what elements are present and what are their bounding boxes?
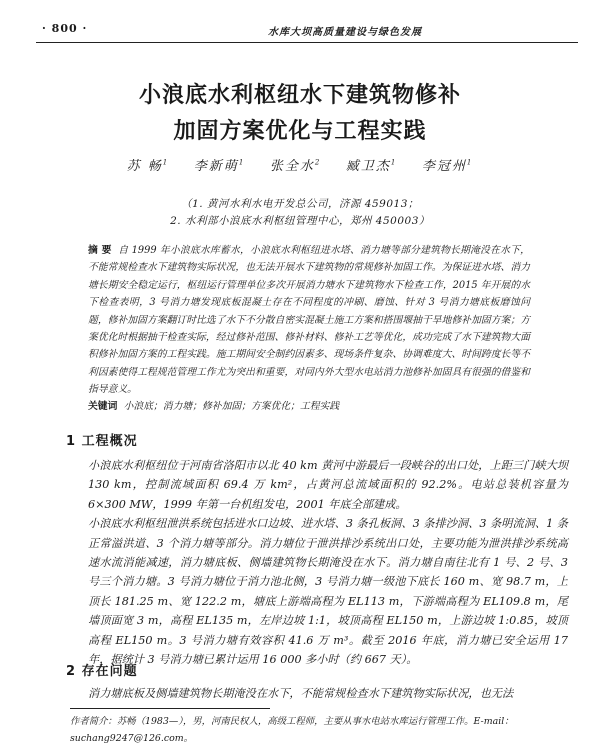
keywords xyxy=(88,398,530,412)
author: 李新萌$^1$ xyxy=(193,158,246,174)
author: 张全水$^2$ xyxy=(269,158,322,174)
keywords-text: 小浪底；消力塘；修补加固；方案优化；工程实践 xyxy=(123,401,340,412)
section-heading-2: 2 存在问题 xyxy=(66,664,138,679)
affiliation-2: 2. 水利部小浪底水利枢纽管理中心，郑州 450003） xyxy=(170,215,430,227)
section-heading-1: 1 工程概况 xyxy=(66,434,138,449)
section-2-body xyxy=(88,684,568,703)
author-list xyxy=(30,155,570,174)
keywords-label: 关键词 xyxy=(88,401,118,412)
author-footnote: 作者简介：苏畅（1983—），男，河南民权人，高级工程师，主要从事水电站水库运行管理工作。E-mail：suchang9247@126.com。 xyxy=(70,716,514,744)
paper-title xyxy=(30,78,570,150)
author: 臧卫杰$^1$ xyxy=(345,158,398,174)
section-1-body xyxy=(88,456,568,669)
header-rule xyxy=(36,42,578,43)
abstract-text: 自 1999 年小浪底水库蓄水，小浪底水利枢纽进水塔、消力塘等部分建筑物长期淹没在水下，不能常规检查水下建筑物实际状况，也无法开展水下建筑物的常规修补加固工作。为保证进水塔、消力塘长期安全稳定运行，枢纽运行管理单位多次开展消力塘水下建筑物水下检查工作，2015 年开展的水下检查表明，3 号消力塘发现底板混凝土存在不同程度的冲刷、磨蚀、针对 3 号消力塘底板磨蚀问题，修补加固方案翻订时比选了水下不分散自密实混凝土施工方案和搭围堰抽干旱地修补加固方案；方案优化时根据抽干检查实际，经过修补范围、修补材料、修补工艺等优化，成功完成了水下建筑物大面积修补加固方案的工程实践。施工期间安全制约因素多、现场条件复杂、协调难度大、时间跨度长等不利因素使得工程规范管理工作尤为突出和重要，对同内外大型水电站消力池修补加固具有很强的借鉴和指导意义。 xyxy=(88,245,530,396)
footnote-rule xyxy=(70,708,270,709)
journal-title: 水库大坝高质量建设与绿色发展 xyxy=(268,27,422,38)
title-line-1: 小浪底水利枢纽水下建筑物修补 xyxy=(138,83,461,108)
author: 苏 畅$^1$ xyxy=(126,158,170,174)
abstract-label: 摘 要 xyxy=(88,245,112,256)
affiliation-1: （1. 黄河水利水电开发总公司，济源 459013； xyxy=(181,198,419,210)
author: 李冠州$^1$ xyxy=(421,158,474,174)
paragraph: 小浪底水利枢纽泄洪系统包括进水口边坡、进水塔、3 条孔板洞、3 条排沙洞、3 条明流洞、1 条正常溢洪道、3 个消力塘等部分。消力塘位于泄洪排沙系统出口处，主要功能为泄洪排沙系统高速水流消能减速，消力塘底板、侧墙建筑物长期淹没在水下。消力塘自南往北有 1 号、2 号、3 号三个消力塘。3 号消力塘位于消力池北侧，3 号消力塘一级池下底长 160 m、宽 98.7 m，上顶长 181.25 m、宽 122.2 m，塘底上游端高程为 EL113 m，下游端高程为 EL109.8 m，尾墙顶面宽 3 m，高程 EL135 m，左岸边坡 1:1，坡顶高程 EL150 m，上游边坡 1:0.85，坡顶高程 EL150 m。3 号消力塘有效容积 41.6 万 m³。截至 2016 年底，消力塘已安全运用 17 年，据统计 3 号消力塘已累计运用 16 000 多小时（约 667 天）。 xyxy=(88,517,568,667)
running-header xyxy=(36,22,578,40)
page-number: · 800 · xyxy=(42,22,88,35)
title-line-2: 加固方案优化与工程实践 xyxy=(173,119,427,144)
abstract xyxy=(88,242,530,399)
paragraph: 消力塘底板及侧墙建筑物长期淹没在水下，不能常规检查水下建筑物实际状况，也无法 xyxy=(88,687,514,700)
paragraph: 小浪底水利枢纽位于河南省洛阳市以北 40 km 黄河中游最后一段峡谷的出口处，上距三门峡大坝 130 km，控制流域面积 69.4 万 km²，占黄河总流域面积的 92.2%。电站总装机容量为 6×300 MW，1999 年第一台机组发电，2001 年底全部建成。 xyxy=(88,459,568,511)
